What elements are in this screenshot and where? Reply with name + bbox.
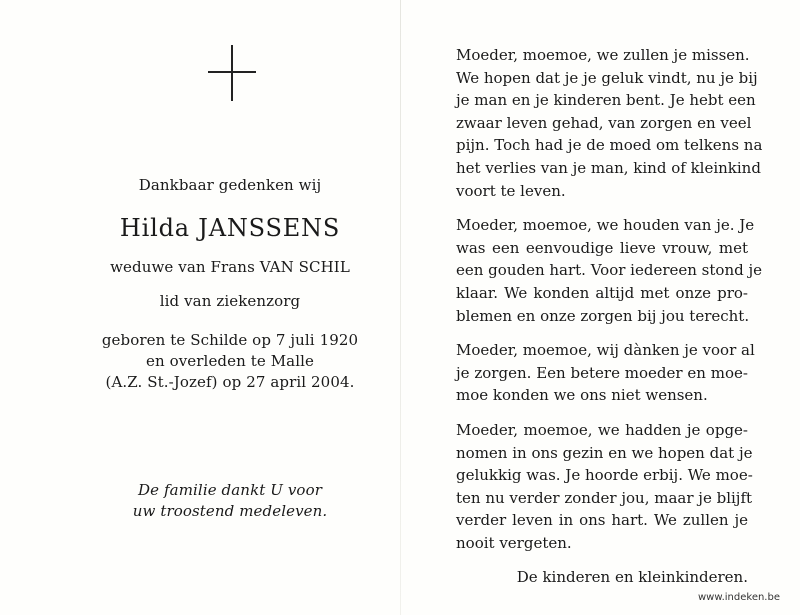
thanks-line: uw troostend medeleven. [132, 502, 328, 520]
poem-line: gelukkig was. Je hoorde erbij. We moe- [456, 466, 753, 485]
poem-line: klaar. We konden altijd met onze pro- [456, 283, 748, 302]
poem-paragraph [456, 214, 762, 327]
thanks-line: De familie dankt U voor [138, 481, 322, 499]
poem-line: blemen en onze zorgen bij jou terecht. [456, 306, 750, 325]
poem-line: een gouden hart. Voor iedereen stond je [456, 261, 762, 280]
birth-death-text [40, 330, 420, 393]
poem-line: voort te leven. [456, 181, 566, 200]
death-line: en overleden te Malle [146, 352, 314, 370]
poem-panel [456, 44, 763, 589]
poem-paragraph [456, 419, 753, 555]
poem-line: Moeder, moemoe, wij dànken je voor al [456, 341, 755, 360]
poem-line: Moeder, moemoe, we zullen je missen. [456, 46, 750, 64]
poem-line: nooit vergeten. [456, 533, 572, 552]
poem-line: Moeder, moemoe, we hadden je opge- [456, 420, 748, 439]
poem-line: We hopen dat je je geluk vindt, nu je bij [456, 68, 758, 87]
poem-line: je man en je kinderen bent. Je hebt een [456, 91, 756, 110]
watermark-text: www.indeken.be [697, 592, 780, 603]
poem-line: ten nu verder zonder jou, maar je blijft [456, 488, 753, 507]
poem-line: je zorgen. Een betere moeder en moe- [456, 363, 748, 382]
poem-paragraph [456, 339, 755, 407]
poem-line: nomen in ons gezin en we hopen dat je [456, 443, 753, 462]
poem-line: zwaar leven gehad, van zorgen en veel [456, 113, 752, 132]
birth-line: geboren te Schilde op 7 juli 1920 [101, 331, 359, 349]
widow-text: weduwe van Frans VAN SCHIL [110, 258, 350, 276]
intro-text: Dankbaar gedenken wij [138, 176, 322, 194]
deceased-name: Hilda JANSSENS [119, 214, 341, 242]
cross-icon [208, 45, 256, 101]
family-thanks [40, 480, 420, 522]
poem-line: Moeder, moemoe, we houden van je. Je [456, 216, 755, 235]
poem-paragraph [456, 44, 763, 202]
poem-line: was een eenvoudige lieve vrouw, met [456, 238, 748, 257]
death-place-line: (A.Z. St.-Jozef) op 27 april 2004. [105, 373, 355, 391]
left-panel [40, 0, 370, 615]
poem-line: het verlies van je man, kind of kleinkind [456, 158, 761, 177]
member-text: lid van ziekenzorg [159, 292, 301, 310]
poem-line: pijn. Toch had je de moed om telkens na [456, 136, 763, 155]
poem-line: moe konden we ons niet wensen. [456, 386, 708, 405]
poem-line: verder leven in ons hart. We zullen je [456, 511, 748, 530]
signature: De kinderen en kleinkinderen. [516, 568, 748, 587]
